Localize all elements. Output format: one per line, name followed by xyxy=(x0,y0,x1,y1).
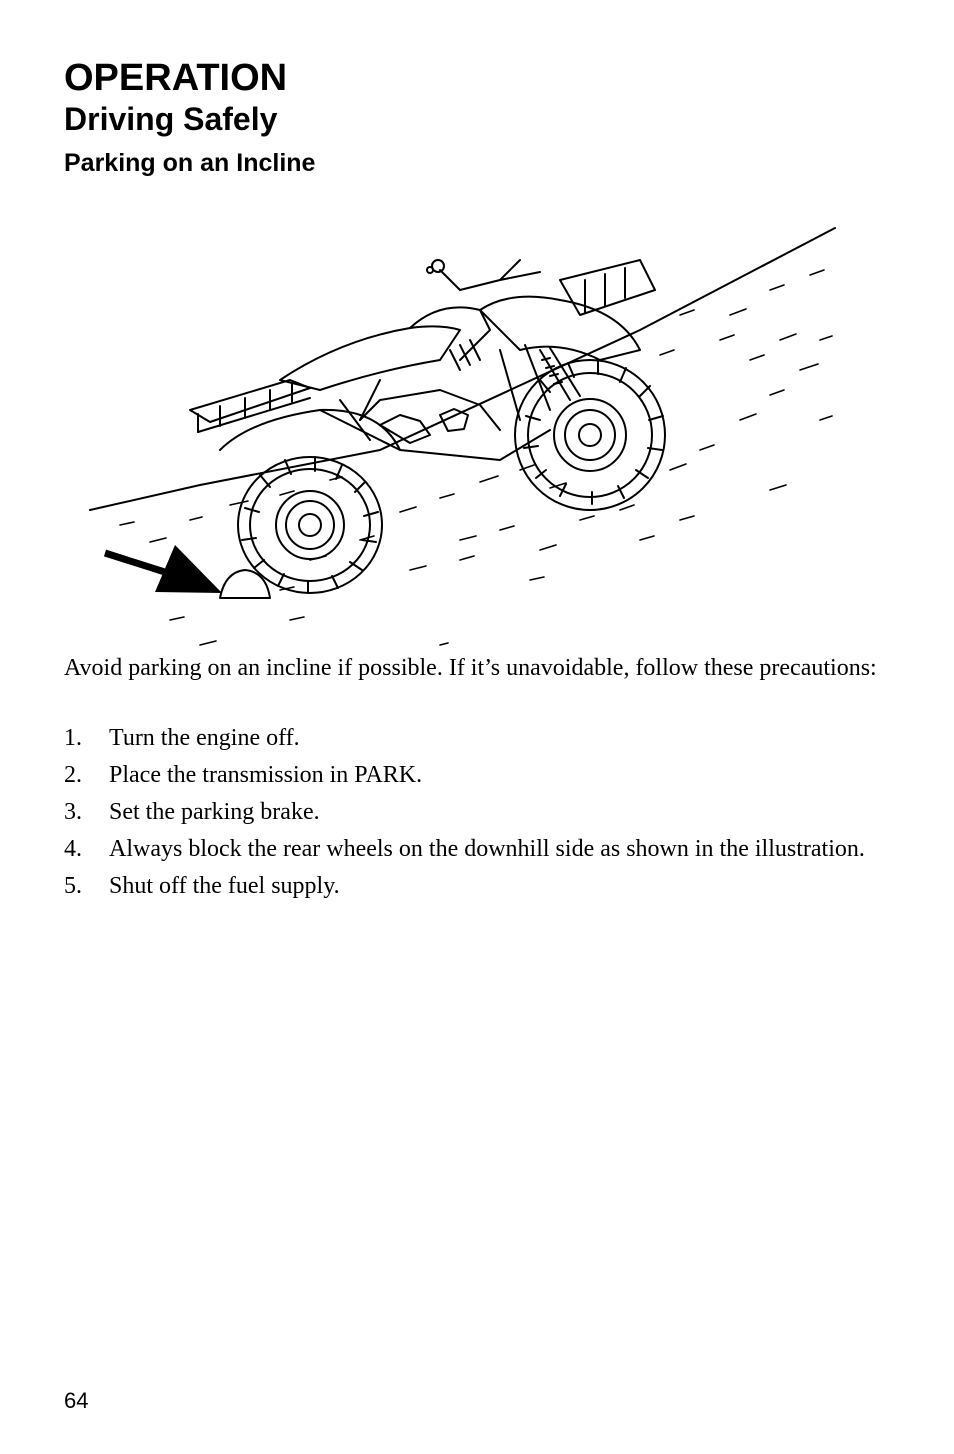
wheel-chock xyxy=(220,570,270,598)
rear-wheel xyxy=(238,457,382,593)
step-text: Set the parking brake. xyxy=(109,799,320,825)
section-heading: OPERATION xyxy=(64,57,288,99)
step-number: 1. xyxy=(64,725,82,751)
step-number: 2. xyxy=(64,762,82,788)
precaution-steps xyxy=(64,724,894,909)
step-item xyxy=(64,835,894,863)
step-text: Place the transmission in PARK. xyxy=(109,762,423,788)
step-item xyxy=(64,798,894,826)
step-number: 4. xyxy=(64,836,82,862)
step-text: Turn the engine off. xyxy=(109,725,300,751)
page-number: 64 xyxy=(64,1388,89,1413)
arrow-icon xyxy=(105,545,222,593)
intro-paragraph: Avoid parking on an incline if possible. If it’s unavoidable, follow these precautions: xyxy=(64,655,877,681)
step-number: 5. xyxy=(64,873,82,899)
atv-incline-illustration xyxy=(80,220,860,660)
step-number: 3. xyxy=(64,799,82,825)
step-item xyxy=(64,872,894,900)
step-item xyxy=(64,761,894,789)
step-item xyxy=(64,724,894,752)
slope-line xyxy=(90,228,835,510)
step-text: Always block the rear wheels on the downhill side as shown in the illustration. xyxy=(109,836,865,862)
page-title: Driving Safely xyxy=(64,101,278,137)
step-text: Shut off the fuel supply. xyxy=(109,873,340,899)
front-wheel xyxy=(515,360,665,510)
subsection-title: Parking on an Incline xyxy=(64,149,316,177)
